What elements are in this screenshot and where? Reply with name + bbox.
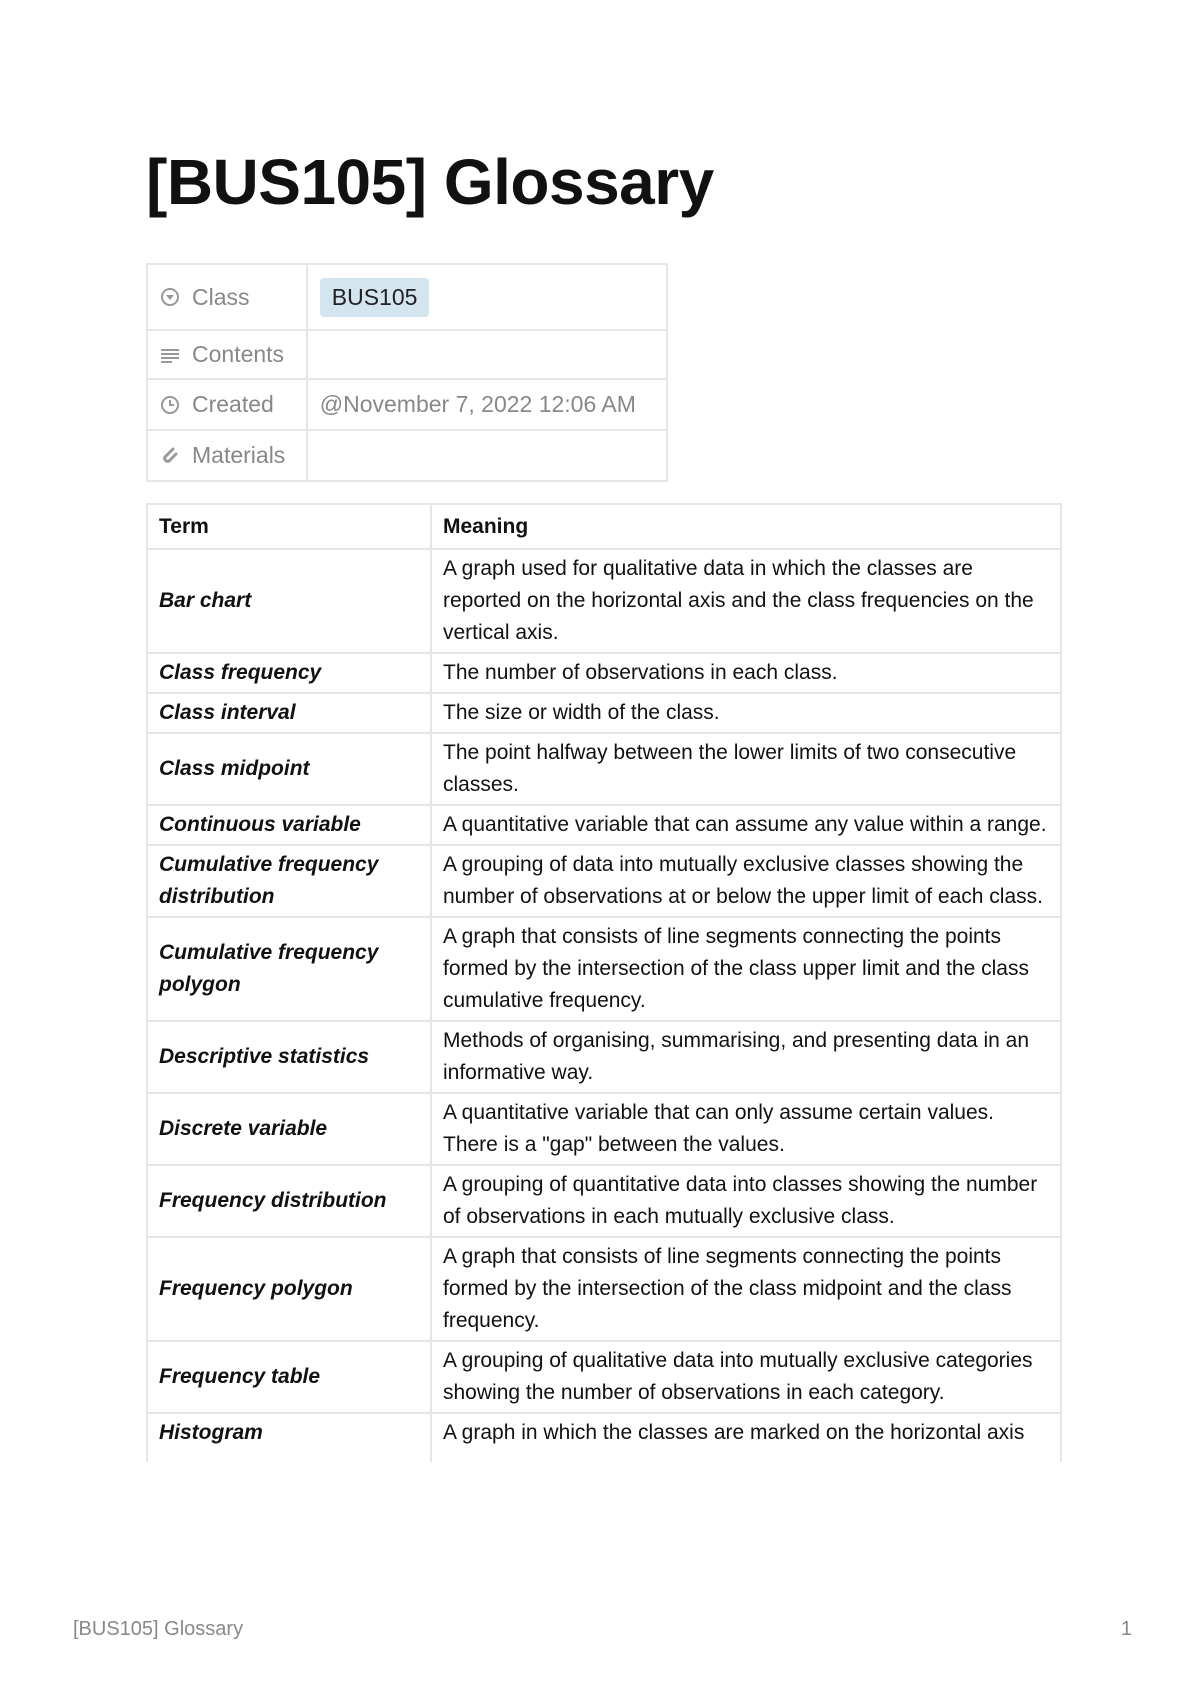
term-cell: Histogram xyxy=(147,1413,431,1462)
term-cell: Class midpoint xyxy=(147,733,431,805)
property-label-materials: Materials xyxy=(192,442,286,468)
property-value-contents[interactable] xyxy=(307,330,667,379)
property-row-materials xyxy=(147,430,667,481)
term-cell: Bar chart xyxy=(147,549,431,653)
table-row xyxy=(147,917,1061,1021)
table-row xyxy=(147,845,1061,917)
term-cell: Frequency polygon xyxy=(147,1237,431,1341)
term-cell: Cumulative frequency polygon xyxy=(147,917,431,1021)
term-cell: Descriptive statistics xyxy=(147,1021,431,1093)
table-header-row xyxy=(147,504,1061,549)
meaning-cell: Methods of organising, summarising, and presenting data in an informative way. xyxy=(431,1021,1061,1093)
meaning-cell: A grouping of data into mutually exclusive classes showing the number of observations at or below the upper limit of each class. xyxy=(431,845,1061,917)
table-row xyxy=(147,1413,1061,1462)
property-row-contents xyxy=(147,330,667,379)
table-row xyxy=(147,1237,1061,1341)
table-row xyxy=(147,1165,1061,1237)
clock-icon xyxy=(160,395,180,415)
meaning-cell: A graph used for qualitative data in which the classes are reported on the horizontal axis and the class frequencies on the vertical axis. xyxy=(431,549,1061,653)
table-row xyxy=(147,733,1061,805)
table-row xyxy=(147,693,1061,733)
table-row xyxy=(147,653,1061,693)
property-label-created: Created xyxy=(192,391,274,417)
meaning-cell: The size or width of the class. xyxy=(431,693,1061,733)
table-row xyxy=(147,549,1061,653)
properties-table xyxy=(146,263,668,482)
page-title: [BUS105] Glossary xyxy=(146,146,714,218)
term-cell: Cumulative frequency distribution xyxy=(147,845,431,917)
meaning-cell: A quantitative variable that can assume any value within a range. xyxy=(431,805,1061,845)
table-row xyxy=(147,1021,1061,1093)
meaning-cell: The number of observations in each class. xyxy=(431,653,1061,693)
term-cell: Class frequency xyxy=(147,653,431,693)
property-value-created: @November 7, 2022 12:06 AM xyxy=(307,379,667,430)
term-cell: Class interval xyxy=(147,693,431,733)
term-cell: Discrete variable xyxy=(147,1093,431,1165)
meaning-cell: A quantitative variable that can only assume certain values. There is a "gap" between the values. xyxy=(431,1093,1061,1165)
status-circle-icon xyxy=(160,287,180,307)
paperclip-icon xyxy=(160,446,180,466)
term-cell: Frequency table xyxy=(147,1341,431,1413)
column-header-term: Term xyxy=(147,504,431,549)
property-value-materials[interactable] xyxy=(307,430,667,481)
meaning-cell: A grouping of qualitative data into mutually exclusive categories showing the number of observations in each category. xyxy=(431,1341,1061,1413)
property-row-created xyxy=(147,379,667,430)
table-row xyxy=(147,1341,1061,1413)
term-cell: Continuous variable xyxy=(147,805,431,845)
table-row xyxy=(147,1093,1061,1165)
meaning-cell: A graph in which the classes are marked on the horizontal axis xyxy=(431,1413,1061,1462)
property-label-class: Class xyxy=(192,283,250,310)
property-row-class xyxy=(147,264,667,330)
table-row xyxy=(147,805,1061,845)
property-label-contents: Contents xyxy=(192,341,285,367)
text-lines-icon xyxy=(160,345,180,365)
page-number: 1 xyxy=(1120,1618,1132,1640)
column-header-meaning: Meaning xyxy=(431,504,1061,549)
footer-title: [BUS105] Glossary xyxy=(73,1618,244,1640)
meaning-cell: A grouping of quantitative data into classes showing the number of observations in each mutually exclusive class. xyxy=(431,1165,1061,1237)
meaning-cell: The point halfway between the lower limits of two consecutive classes. xyxy=(431,733,1061,805)
meaning-cell: A graph that consists of line segments connecting the points formed by the intersection of the class upper limit and the class cumulative frequency. xyxy=(431,917,1061,1021)
meaning-cell: A graph that consists of line segments connecting the points formed by the intersection of the class midpoint and the class frequency. xyxy=(431,1237,1061,1341)
class-tag[interactable]: BUS105 xyxy=(320,278,430,317)
glossary-table xyxy=(146,503,1062,1462)
term-cell: Frequency distribution xyxy=(147,1165,431,1237)
